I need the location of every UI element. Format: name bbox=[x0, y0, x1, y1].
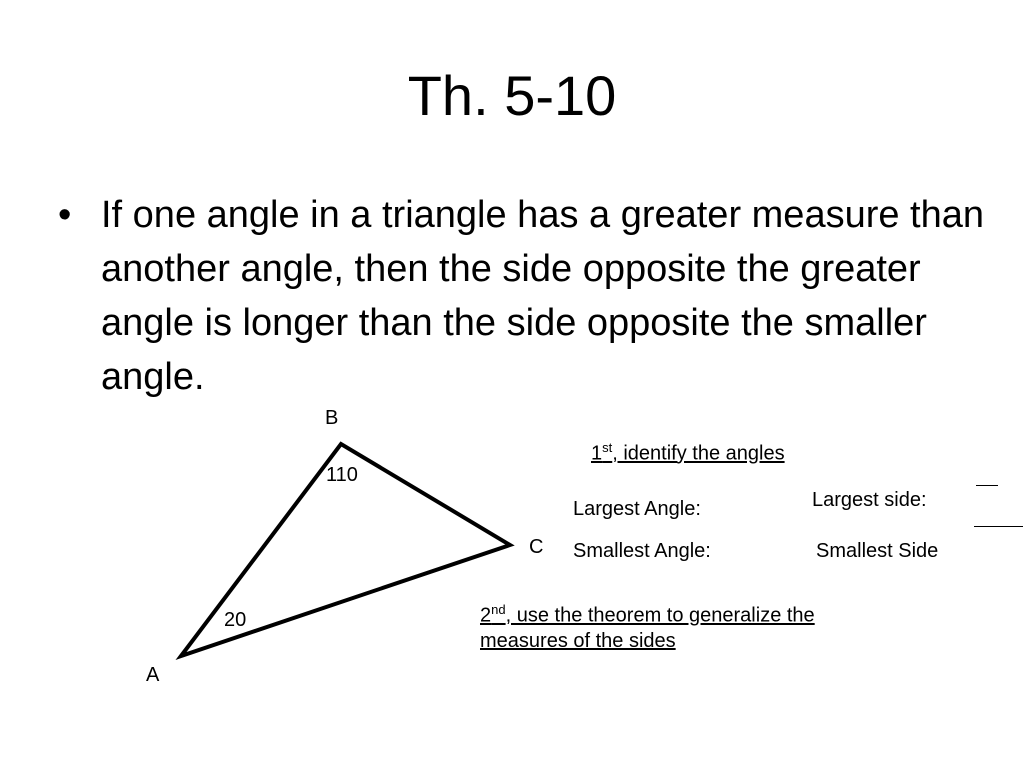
vertex-label-b: B bbox=[325, 407, 339, 429]
step-2-instruction bbox=[480, 598, 815, 628]
angle-a-measure: 20 bbox=[224, 609, 247, 631]
step-2-text-line1: , use the theorem to generalize the bbox=[505, 604, 815, 627]
largest-side-blank bbox=[976, 485, 998, 486]
step-2-ordinal: 2 bbox=[480, 604, 492, 627]
step-2-instruction-line2: measures of the sides bbox=[480, 630, 676, 652]
step-1-text: , identify the angles bbox=[612, 442, 785, 465]
smallest-side-blank bbox=[974, 526, 1023, 527]
angle-b-measure: 110 bbox=[326, 464, 358, 486]
step-1-ordinal: 1 bbox=[591, 442, 603, 465]
step-2-ordinal-suffix: nd bbox=[491, 602, 506, 617]
slide-title: Th. 5-10 bbox=[407, 64, 617, 127]
largest-angle-label: Largest Angle: bbox=[573, 498, 701, 520]
vertex-label-a: A bbox=[146, 664, 160, 686]
vertex-label-c: C bbox=[529, 536, 544, 558]
smallest-angle-label: Smallest Angle: bbox=[573, 540, 711, 562]
theorem-text: If one angle in a triangle has a greater measure than another angle, then the side opposite the greater angle is longer than the side opposite the smaller angle. bbox=[101, 194, 985, 398]
smallest-side-label: Smallest Side bbox=[816, 540, 939, 562]
largest-side-label: Largest side: bbox=[812, 489, 927, 511]
step-1-instruction bbox=[591, 436, 785, 466]
bullet-icon: • bbox=[58, 194, 72, 236]
step-1-ordinal-suffix: st bbox=[602, 440, 613, 455]
